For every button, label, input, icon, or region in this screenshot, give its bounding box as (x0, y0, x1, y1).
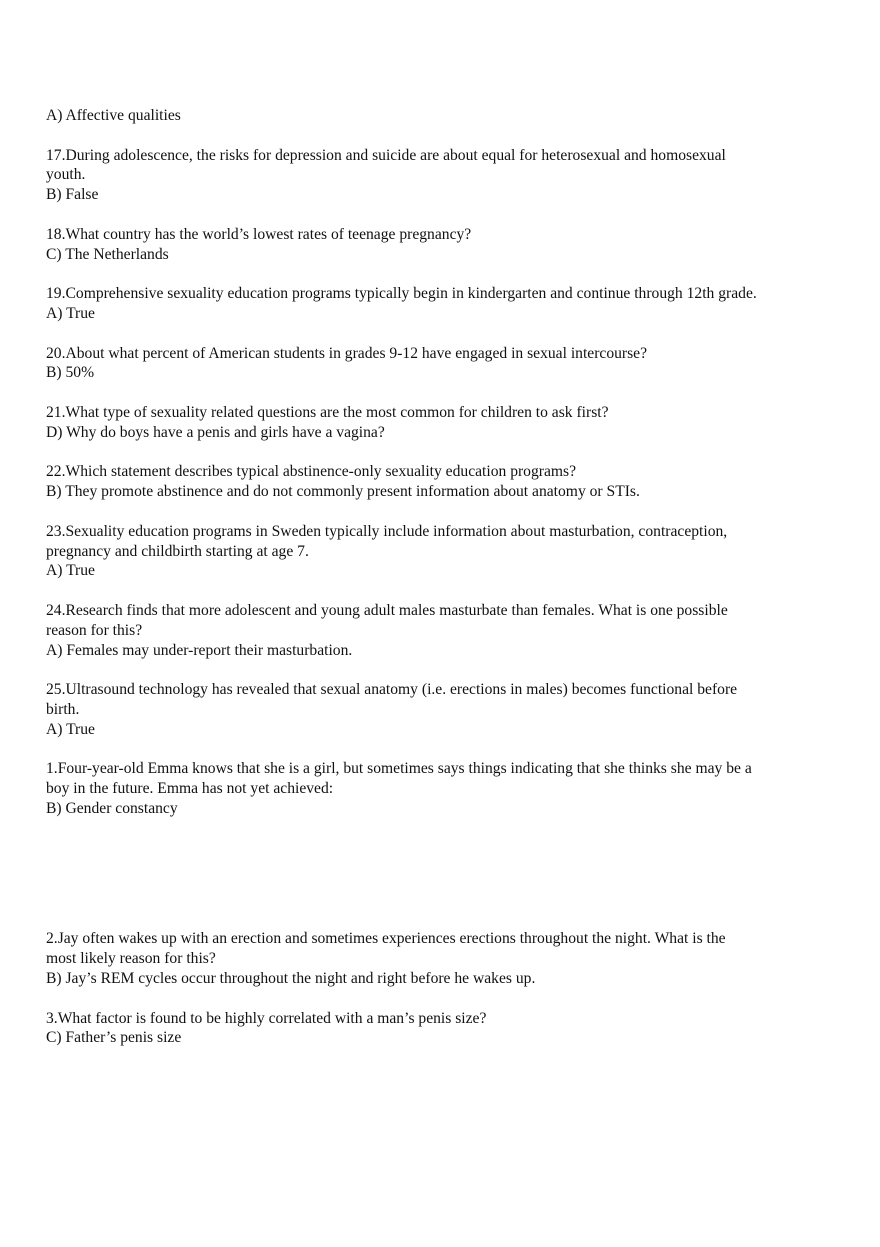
page-spacer (46, 838, 846, 929)
qa-item-20 (46, 344, 846, 384)
qa-item-19 (46, 284, 846, 324)
answer-text: A) True (46, 304, 95, 322)
qa-item-21 (46, 403, 846, 443)
question-text: 20.About what percent of American students in grades 9-12 have engaged in sexual intercourse? (46, 344, 648, 362)
qa-item-16 (46, 106, 846, 126)
question-text: 22.Which statement describes typical abstinence-only sexuality education programs? (46, 463, 577, 481)
qa-item-17 (46, 146, 846, 205)
question-text: 25.Ultrasound technology has revealed that sexual anatomy (i.e. erections in males) becomes functional before (46, 681, 738, 699)
qa-item-24 (46, 601, 846, 660)
question-text: 19.Comprehensive sexuality education programs typically begin in kindergarten and continue through 12th grade. (46, 285, 757, 303)
answer-text: A) True (46, 720, 95, 738)
question-text: pregnancy and childbirth starting at age 7. (46, 542, 309, 560)
question-text: reason for this? (46, 621, 143, 639)
question-text: most likely reason for this? (46, 950, 216, 968)
question-text: boy in the future. Emma has not yet achieved: (46, 780, 334, 798)
answer-text: C) Father’s penis size (46, 1029, 182, 1047)
question-text: 24.Research finds that more adolescent and young adult males masturbate than females. What is one possible (46, 601, 728, 619)
question-text: 2.Jay often wakes up with an erection and sometimes experiences erections throughout the night. What is the (46, 930, 726, 948)
answer-text: B) Gender constancy (46, 799, 178, 817)
answer-text: D) Why do boys have a penis and girls have a vagina? (46, 423, 385, 441)
answer-text: C) The Netherlands (46, 245, 169, 263)
qa-item-23 (46, 522, 846, 581)
question-text: birth. (46, 700, 80, 718)
question-text: 21.What type of sexuality related questions are the most common for children to ask first? (46, 403, 609, 421)
question-text: youth. (46, 166, 86, 184)
question-text: 17.During adolescence, the risks for depression and suicide are about equal for heterosexual and homosexual (46, 146, 726, 164)
qa-item-2 (46, 929, 846, 988)
document-body (46, 106, 846, 1068)
question-text: 23.Sexuality education programs in Sweden typically include information about masturbation, contraception, (46, 522, 728, 540)
answer-text: B) False (46, 186, 99, 204)
question-text: 18.What country has the world’s lowest rates of teenage pregnancy? (46, 225, 472, 243)
answer-text: B) They promote abstinence and do not commonly present information about anatomy or STIs. (46, 483, 640, 501)
answer-text: B) Jay’s REM cycles occur throughout the night and right before he wakes up. (46, 970, 536, 988)
qa-item-25 (46, 680, 846, 739)
qa-item-22 (46, 462, 846, 502)
question-text: 1.Four-year-old Emma knows that she is a girl, but sometimes says things indicating that she thinks she may be a (46, 760, 752, 778)
answer-text: A) True (46, 562, 95, 580)
answer-text: A) Females may under-report their masturbation. (46, 641, 353, 659)
qa-item-18 (46, 225, 846, 265)
qa-item-3 (46, 1009, 846, 1049)
answer-text: B) 50% (46, 364, 95, 382)
answer-text: A) Affective qualities (46, 107, 181, 124)
question-text: 3.What factor is found to be highly correlated with a man’s penis size? (46, 1009, 487, 1027)
qa-item-1 (46, 759, 846, 818)
